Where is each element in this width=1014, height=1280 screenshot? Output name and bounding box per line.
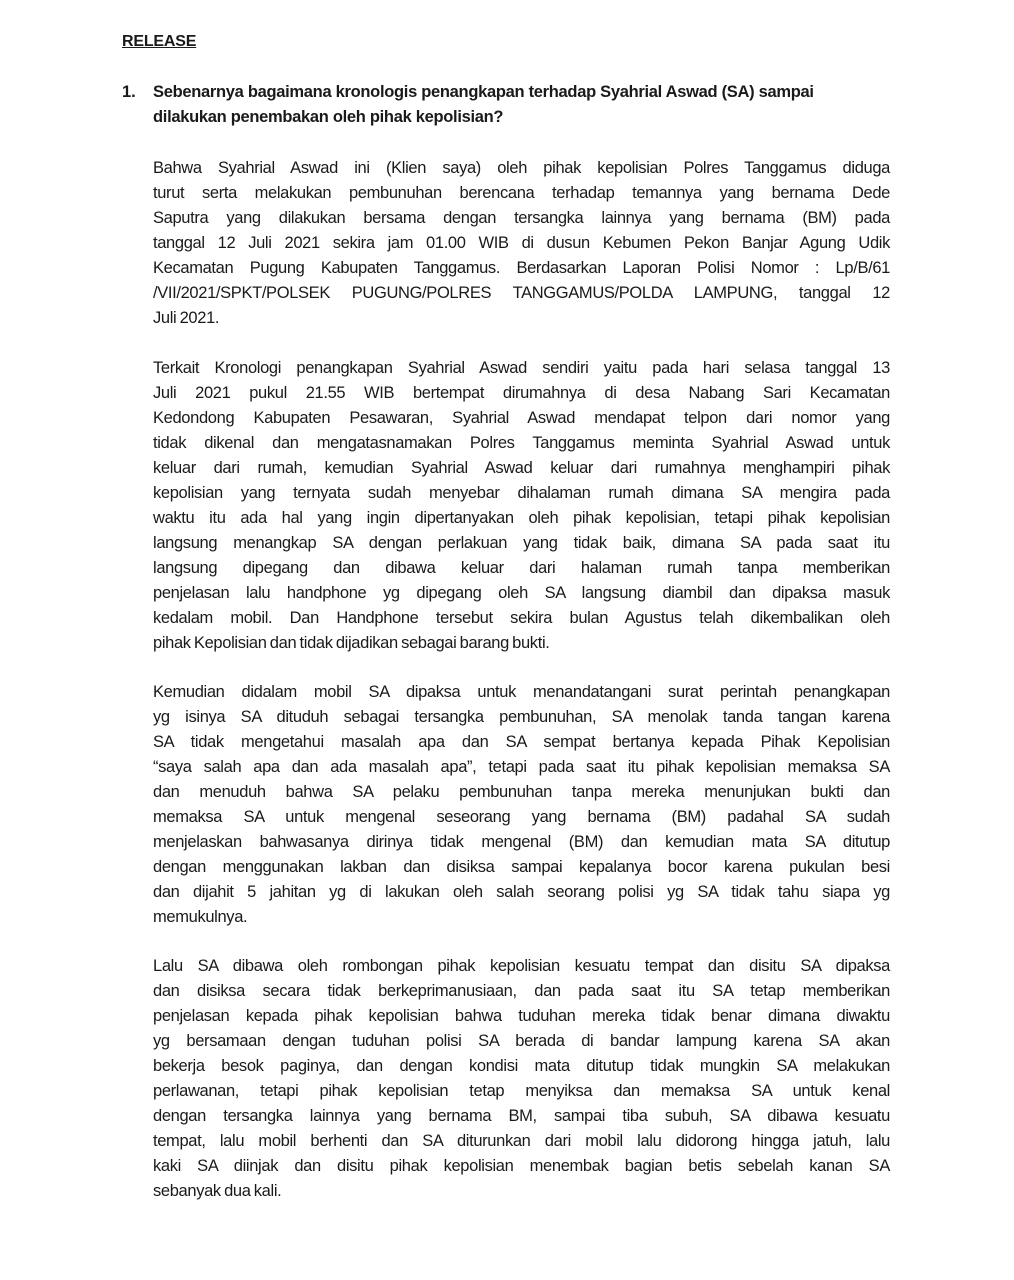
text-line: tempat, lalu mobil berhenti dan SA diturunkan dari mobil lalu didorong hingga jatuh, lalu [153, 1132, 890, 1150]
text-line: memaksa SA untuk mengenal seseorang yang bernama (BM) padahal SA sudah [153, 808, 890, 826]
paragraph-2 [153, 356, 890, 656]
text-line: penjelasan lalu handphone yg dipegang oleh SA langsung diambil dan dipaksa masuk [153, 584, 890, 602]
text-line: Juli 2021. [153, 309, 220, 327]
text-line: Juli 2021 pukul 21.55 WIB bertempat dirumahnya di desa Nabang Sari Kecamatan [153, 384, 890, 402]
question-line: dilakukan penembakan oleh pihak kepolisian? [153, 108, 504, 126]
text-line: tidak dikenal dan mengatasnamakan Polres Tanggamus meminta Syahrial Aswad untuk [153, 434, 890, 452]
text-line: kedalam mobil. Dan Handphone tersebut sekira bulan Agustus telah dikembalikan oleh [153, 609, 890, 627]
text-line: dan menuduh bahwa SA pelaku pembunuhan tanpa mereka menunjukan bukti dan [153, 783, 890, 801]
text-line: Terkait Kronologi penangkapan Syahrial Aswad sendiri yaitu pada hari selasa tanggal 13 [153, 359, 890, 377]
text-line: memukulnya. [153, 908, 248, 926]
question-number: 1. [122, 83, 136, 101]
text-line: waktu itu ada hal yang ingin dipertanyakan oleh pihak kepolisian, tetapi pihak kepolisian [153, 509, 890, 527]
text-line: penjelasan kepada pihak kepolisian bahwa tuduhan mereka tidak benar dimana diwaktu [153, 1007, 890, 1025]
text-line: Saputra yang dilakukan bersama dengan tersangka lainnya yang bernama (BM) pada [153, 209, 890, 227]
text-line: langsung menangkap SA dengan perlakuan yang tidak baik, dimana SA pada saat itu [153, 534, 890, 552]
text-line: /VII/2021/SPKT/POLSEK PUGUNG/POLRES TANGGAMUS/POLDA LAMPUNG, tanggal 12 [153, 284, 890, 302]
text-line: kaki SA diinjak dan disitu pihak kepolisian menembak bagian betis sebelah kanan SA [153, 1157, 890, 1175]
text-line: dengan tersangka lainnya yang bernama BM, sampai tiba subuh, SA dibawa kesuatu [153, 1107, 890, 1125]
text-line: dengan menggunakan lakban dan disiksa sampai kepalanya bocor karena pukulan besi [153, 858, 890, 876]
text-line: dan disiksa secara tidak berkeprimanusiaan, dan pada saat itu SA tetap memberikan [153, 982, 890, 1000]
text-line: dan dijahit 5 jahitan yg di lakukan oleh salah seorang polisi yg SA tidak tahu siapa yg [153, 883, 890, 901]
paragraph-1 [153, 156, 890, 331]
text-line: langsung dipegang dan dibawa keluar dari halaman rumah tanpa memberikan [153, 559, 890, 577]
text-line: pihak Kepolisian dan tidak dijadikan sebagai barang bukti. [153, 634, 550, 652]
text-line: bekerja besok paginya, dan dengan kondisi mata ditutup tidak mungkin SA melakukan [153, 1057, 890, 1075]
text-line: kepolisian yang ternyata sudah menyebar dihalaman rumah dimana SA mengira pada [153, 484, 890, 502]
text-line: perlawanan, tetapi pihak kepolisian tetap menyiksa dan memaksa SA untuk kenal [153, 1082, 890, 1100]
text-line: Bahwa Syahrial Aswad ini (Klien saya) oleh pihak kepolisian Polres Tanggamus diduga [153, 159, 890, 177]
text-line: yg isinya SA dituduh sebagai tersangka pembunuhan, SA menolak tanda tangan karena [153, 708, 890, 726]
text-line: SA tidak mengetahui masalah apa dan SA sempat bertanya kepada Pihak Kepolisian [153, 733, 890, 751]
document-title: RELEASE [122, 33, 197, 50]
text-line: turut serta melakukan pembunuhan berencana terhadap temannya yang bernama Dede [153, 184, 890, 202]
text-line: sebanyak dua kali. [153, 1182, 282, 1200]
paragraph-4 [153, 954, 890, 1204]
question-line: Sebenarnya bagaimana kronologis penangkapan terhadap Syahrial Aswad (SA) sampai [153, 83, 814, 101]
text-line: Kecamatan Pugung Kabupaten Tanggamus. Berdasarkan Laporan Polisi Nomor : Lp/B/61 [153, 259, 890, 277]
text-line: tanggal 12 Juli 2021 sekira jam 01.00 WIB di dusun Kebumen Pekon Banjar Agung Udik [153, 234, 890, 252]
text-line: menjelaskan bahwasanya dirinya tidak mengenal (BM) dan kemudian mata SA ditutup [153, 833, 890, 851]
text-line: yg bersamaan dengan tuduhan polisi SA berada di bandar lampung karena SA akan [153, 1032, 890, 1050]
text-line: Kedondong Kabupaten Pesawaran, Syahrial Aswad mendapat telpon dari nomor yang [153, 409, 890, 427]
text-line: “saya salah apa dan ada masalah apa”, tetapi pada saat itu pihak kepolisian memaksa SA [153, 758, 890, 776]
text-line: keluar dari rumah, kemudian Syahrial Aswad keluar dari rumahnya menghampiri pihak [153, 459, 890, 477]
text-line: Kemudian didalam mobil SA dipaksa untuk menandatangani surat perintah penangkapan [153, 683, 890, 701]
text-line: Lalu SA dibawa oleh rombongan pihak kepolisian kesuatu tempat dan disitu SA dipaksa [153, 957, 890, 975]
question-text [153, 80, 898, 130]
paragraph-3 [153, 680, 890, 930]
